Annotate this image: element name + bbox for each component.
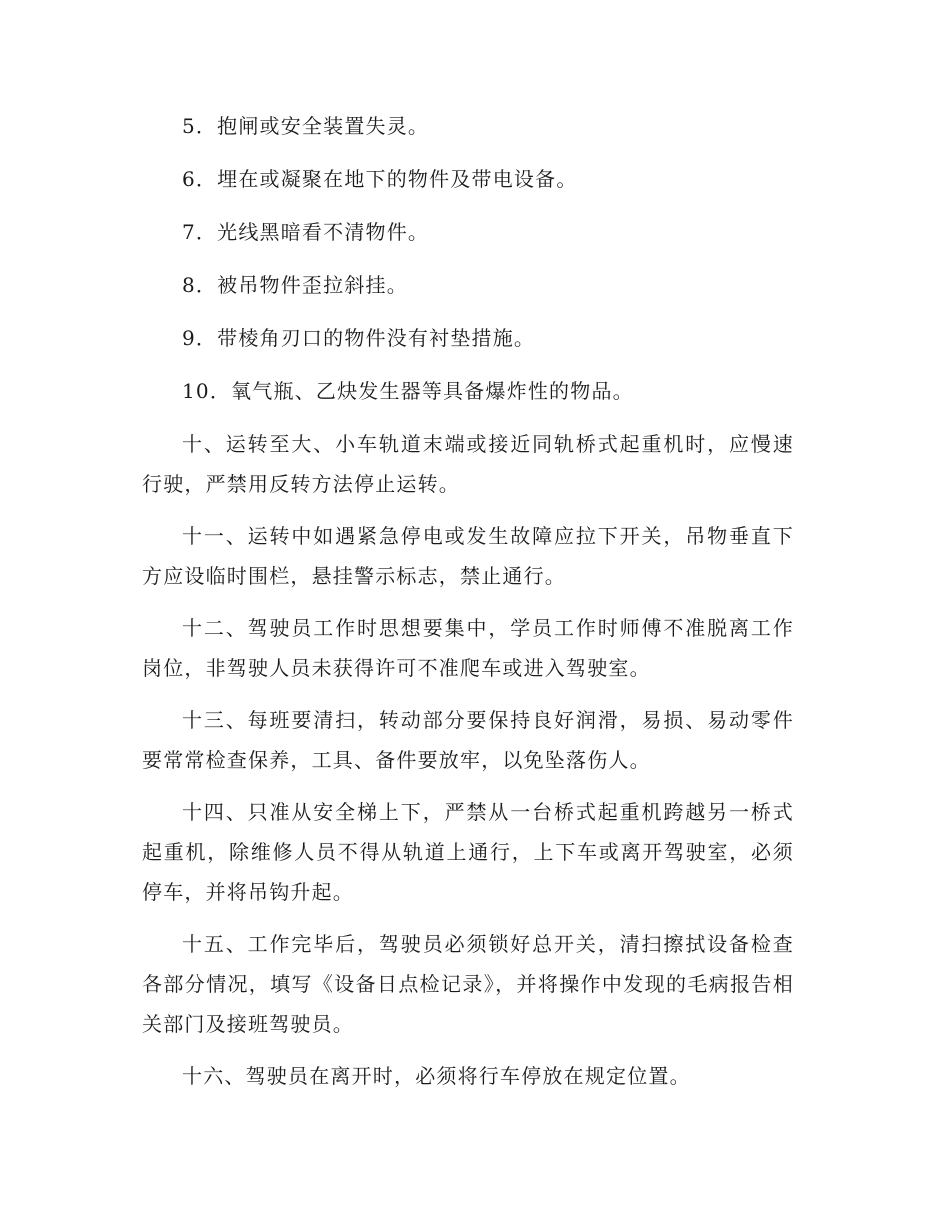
section-10: 十、运转至大、小车轨道末端或接近同轨桥式起重机时，应慢速行驶，严禁用反转方法停止运转。 <box>142 432 794 496</box>
list-item-8: 8．被吊物件歪拉斜挂。 <box>182 273 408 297</box>
list-item-10: 10．氧气瓶、乙炔发生器等具备爆炸性的物品。 <box>182 379 634 403</box>
section-13: 十三、每班要清扫，转动部分要保持良好润滑，易损、易动零件要常常检查保养，工具、备件要放牢，以免坠落伤人。 <box>142 708 794 772</box>
section-15: 十五、工作完毕后，驾驶员必须锁好总开关，清扫擦拭设备检查各部分情况，填写《设备日点检记录》，并将操作中发现的毛病报告相关部门及接班驾驶员。 <box>142 932 794 1036</box>
section-11: 十一、运转中如遇紧急停电或发生故障应拉下开关，吊物垂直下方应设临时围栏，悬挂警示标志，禁止通行。 <box>142 524 794 588</box>
list-item-5: 5．抱闸或安全装置失灵。 <box>182 114 430 138</box>
list-item-9: 9．带棱角刃口的物件没有衬垫措施。 <box>182 326 536 350</box>
document-body <box>142 106 794 1108</box>
section-14: 十四、只准从安全梯上下，严禁从一台桥式起重机跨越另一桥式起重机，除维修人员不得从轨道上通行，上下车或离开驾驶室，必须停车，并将吊钩升起。 <box>142 800 794 904</box>
list-item-6: 6．埋在或凝聚在地下的物件及带电设备。 <box>182 167 578 191</box>
list-item-7: 7．光线黑暗看不清物件。 <box>182 220 430 244</box>
section-16: 十六、驾驶员在离开时，必须将行车停放在规定位置。 <box>182 1064 691 1088</box>
section-12: 十二、驾驶员工作时思想要集中，学员工作时师傅不准脱离工作岗位，非驾驶人员未获得许可不准爬车或进入驾驶室。 <box>142 616 794 680</box>
